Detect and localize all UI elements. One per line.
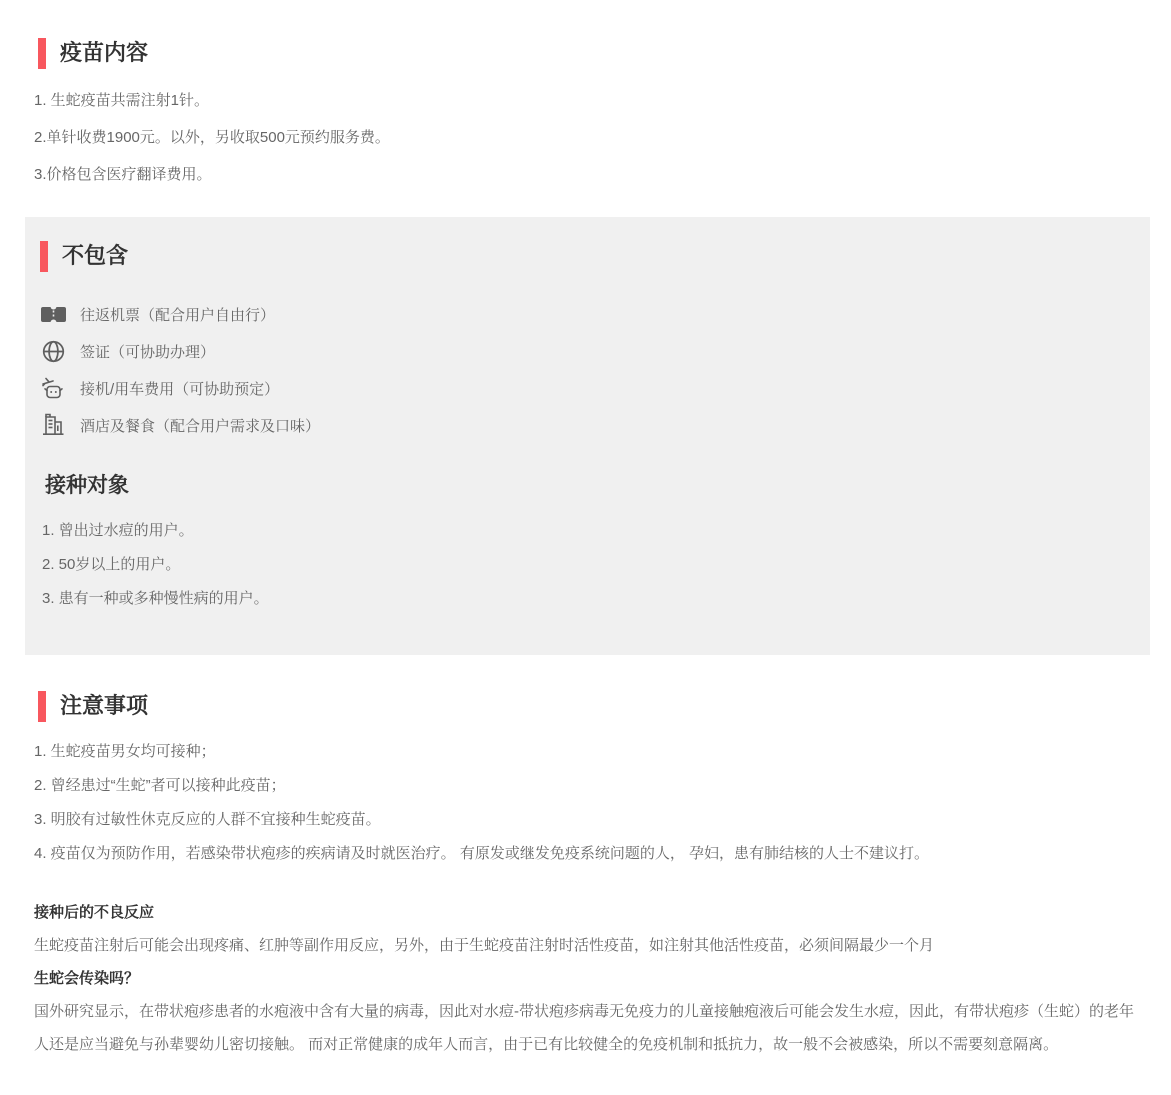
- list-item: 1. 曾出过水痘的用户。: [42, 522, 194, 539]
- vaccine-content-list: [34, 93, 1141, 183]
- list-item: 2. 50岁以上的用户。: [42, 556, 181, 573]
- list-item: [40, 413, 1130, 437]
- section-notes: [0, 655, 1171, 1061]
- not-included-item-label: 酒店及餐食（配合用户需求及口味）: [80, 417, 321, 435]
- list-item: 3.价格包含医疗翻译费用。: [34, 166, 212, 183]
- list-item: 1. 生蛇疫苗男女均可接种；: [34, 743, 216, 760]
- list-item: 2. 曾经患过“生蛇”者可以接种此疫苗；: [34, 777, 286, 794]
- list-item: 1. 生蛇疫苗共需注射1针。: [34, 92, 210, 109]
- accent-bar-icon: [40, 241, 48, 272]
- vaccine-content-title-row: [38, 38, 1141, 69]
- section-not-included: [25, 217, 1150, 655]
- not-included-list: [40, 302, 1130, 437]
- list-item: 2.单针收费1900元。以外，另收取500元预约服务费。: [34, 129, 390, 146]
- notes-title-row: [38, 691, 1141, 722]
- subsection-body-contagious: 国外研究显示，在带状疱疹患者的水疱液中含有大量的病毒，因此对水痘-带状疱疹病毒无免疫力的儿童接触疱液后可能会发生水痘，因此，有带状疱疹（生蛇）的老年人还是应当避免与孙辈婴幼儿密切接触。 而对正常健康的成年人而言，由于已有比较健全的免疫机制和抵抗力，故一般不会被感染，所以不需要刻意隔离。: [34, 1003, 1135, 1053]
- not-included-title-row: [40, 241, 1130, 272]
- subsection-body-adverse-reactions: 生蛇疫苗注射后可能会出现疼痛、红肿等副作用反应，另外，由于生蛇疫苗注射时活性疫苗，如注射其他活性疫苗，必须间隔最少一个月: [34, 937, 935, 954]
- notes-list: [34, 744, 1141, 862]
- globe-icon: [40, 339, 66, 363]
- airport-pickup-icon: [40, 376, 66, 400]
- section-title-not-included: 不包含: [62, 243, 129, 269]
- section-title-vaccine-content: 疫苗内容: [60, 40, 149, 66]
- not-included-item-label: 签证（可协助办理）: [80, 343, 216, 361]
- not-included-item-label: 往返机票（配合用户自由行）: [80, 306, 276, 324]
- section-title-notes: 注意事项: [60, 693, 149, 719]
- subsection-heading-contagious: 生蛇会传染吗？: [34, 970, 140, 987]
- list-item: 3. 明胶有过敏性休克反应的人群不宜接种生蛇疫苗。: [34, 811, 381, 828]
- list-item: [40, 302, 1130, 326]
- hotel-icon: [40, 413, 66, 437]
- list-item: 3. 患有一种或多种慢性病的用户。: [42, 590, 269, 607]
- accent-bar-icon: [38, 691, 46, 722]
- not-included-item-label: 接机/用车费用（可协助预定）: [80, 380, 280, 398]
- section-vaccine-content: [0, 0, 1171, 183]
- notes-subsections: [34, 896, 1141, 1061]
- list-item: [40, 339, 1130, 363]
- ticket-icon: [40, 302, 66, 326]
- section-title-target-group: 接种对象: [45, 474, 129, 497]
- target-group-list: [42, 523, 1130, 607]
- accent-bar-icon: [38, 38, 46, 69]
- list-item: 4. 疫苗仅为预防作用，若感染带状疱疹的疾病请及时就医治疗。 有原发或继发免疫系统问题的人， 孕妇，患有肺结核的人士不建议打。: [34, 845, 930, 862]
- list-item: [40, 376, 1130, 400]
- subsection-heading-adverse-reactions: 接种后的不良反应: [34, 904, 155, 921]
